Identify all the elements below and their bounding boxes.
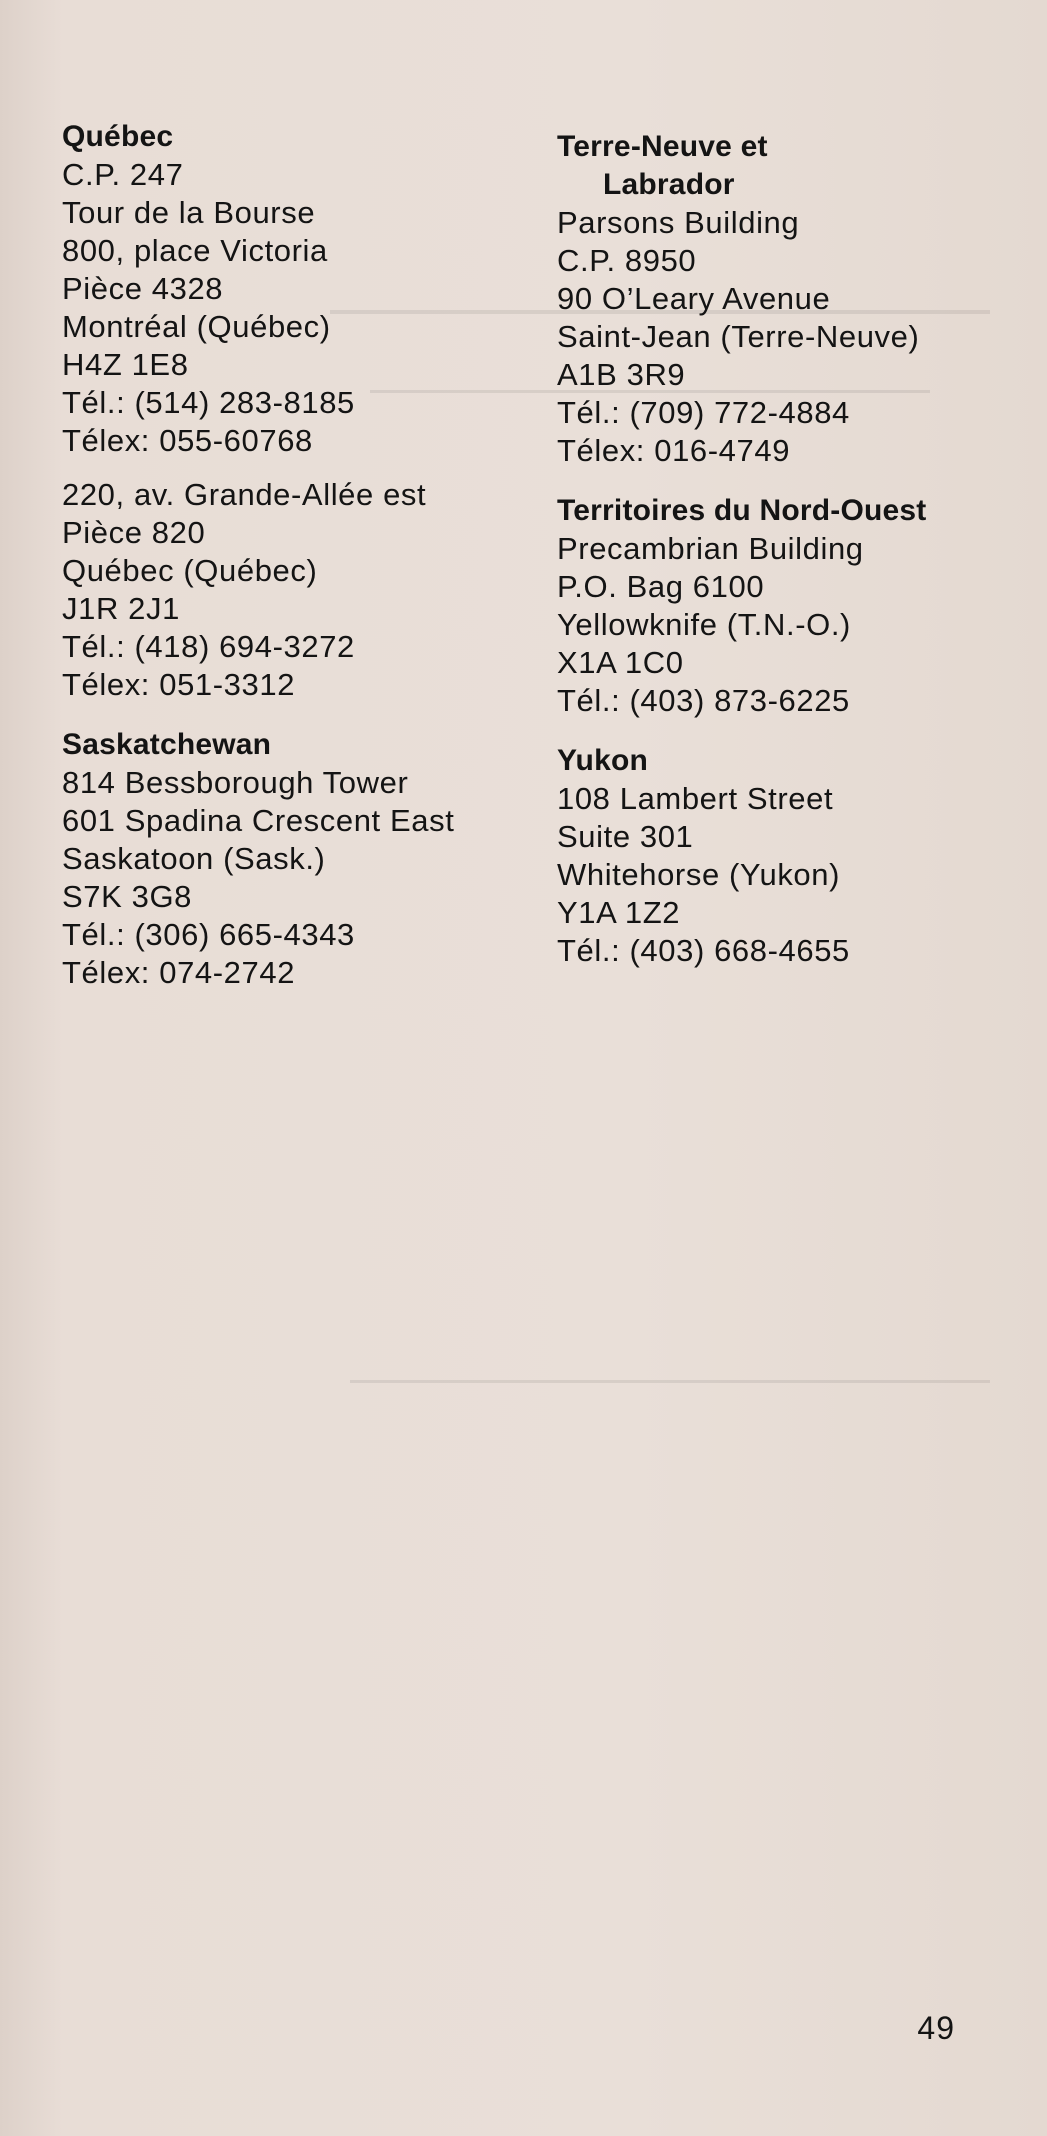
office-nwt (557, 492, 1027, 720)
postal-code: S7K 3G8 (62, 879, 193, 914)
section-heading-quebec: Québec (62, 120, 174, 153)
phone-number: Tél.: (403) 873-6225 (557, 683, 850, 718)
address-line: Parsons Building (557, 205, 800, 240)
address-line: 108 Lambert Street (557, 781, 834, 816)
address-line: Pièce 820 (62, 515, 206, 550)
address-line: C.P. 8950 (557, 243, 697, 278)
address-line: Whitehorse (Yukon) (557, 857, 841, 892)
postal-code: A1B 3R9 (557, 357, 686, 392)
right-column (557, 128, 1027, 970)
address-line: P.O. Bag 6100 (557, 569, 765, 604)
office-quebec-montreal (62, 118, 522, 460)
address-line: 90 O’Leary Avenue (557, 281, 831, 316)
telex-number: Télex: 051-3312 (62, 667, 296, 702)
phone-number: Tél.: (306) 665-4343 (62, 917, 355, 952)
address-line: 814 Bessborough Tower (62, 765, 409, 800)
address-line: C.P. 247 (62, 157, 184, 192)
section-heading-newfoundland: Terre-Neuve et (557, 130, 768, 163)
address-line: 601 Spadina Crescent East (62, 803, 455, 838)
address-line: Saint-Jean (Terre-Neuve) (557, 319, 920, 354)
phone-number: Tél.: (418) 694-3272 (62, 629, 355, 664)
address-line: Yellowknife (T.N.-O.) (557, 607, 851, 642)
section-heading-saskatchewan: Saskatchewan (62, 728, 272, 761)
address-line: Saskatoon (Sask.) (62, 841, 326, 876)
office-yukon (557, 742, 1027, 970)
postal-code: J1R 2J1 (62, 591, 180, 626)
postal-code: H4Z 1E8 (62, 347, 189, 382)
telex-number: Télex: 016-4749 (557, 433, 791, 468)
left-column (62, 118, 522, 992)
postal-code: X1A 1C0 (557, 645, 684, 680)
postal-code: Y1A 1Z2 (557, 895, 681, 930)
phone-number: Tél.: (709) 772-4884 (557, 395, 850, 430)
phone-number: Tél.: (514) 283-8185 (62, 385, 355, 420)
address-line: Precambrian Building (557, 531, 864, 566)
address-line: Québec (Québec) (62, 553, 318, 588)
address-line: Tour de la Bourse (62, 195, 316, 230)
section-heading-nwt: Territoires du Nord-Ouest (557, 494, 927, 527)
office-saskatchewan (62, 726, 522, 992)
section-heading-labrador: Labrador (603, 168, 735, 201)
phone-number: Tél.: (403) 668-4655 (557, 933, 850, 968)
office-quebec-city (62, 476, 522, 704)
office-newfoundland (557, 128, 1027, 470)
address-line: 800, place Victoria (62, 233, 328, 268)
address-line: Suite 301 (557, 819, 694, 854)
section-heading-yukon: Yukon (557, 744, 649, 777)
address-line: 220, av. Grande-Allée est (62, 477, 427, 512)
telex-number: Télex: 074-2742 (62, 955, 296, 990)
address-line: Pièce 4328 (62, 271, 224, 306)
address-line: Montréal (Québec) (62, 309, 331, 344)
telex-number: Télex: 055-60768 (62, 423, 313, 458)
page-number: 49 (917, 2010, 955, 2046)
